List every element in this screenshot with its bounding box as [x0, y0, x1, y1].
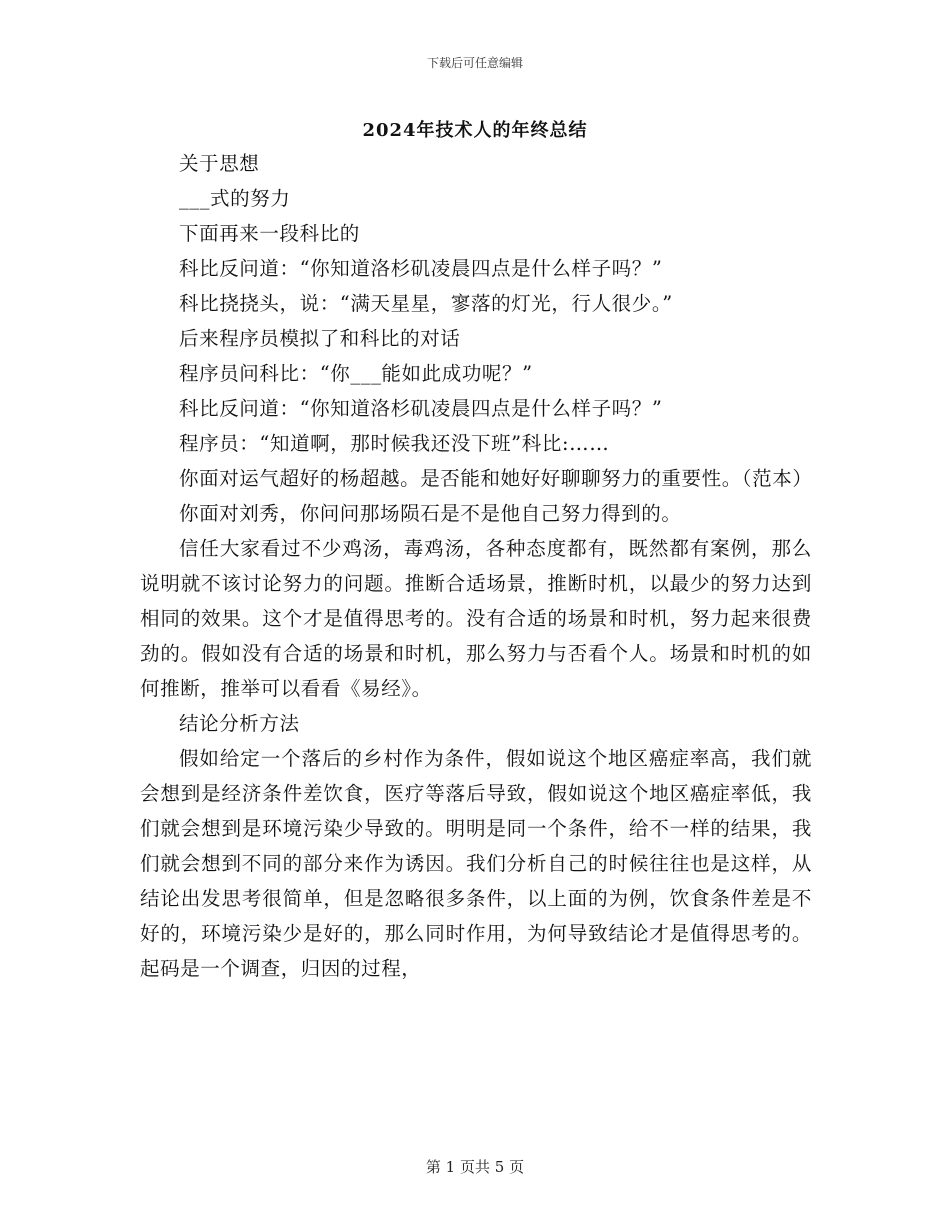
- paragraph: 假如给定一个落后的乡村作为条件，假如说这个地区癌症率高，我们就会想到是经济条件差饮食，医疗等落后导致，假如说这个地区癌症率低，我们就会想到是环境污染少导致的。明明是同一个条件，给不一样的结果，我们就会想到不同的部分来作为诱因。我们分析自己的时候往往也是这样，从结论出发思考很简单，但是忽略很多条件，以上面的为例，饮食条件差是不好的，环境污染少是好的，那么同时作用，为何导致结论才是值得思考的。起码是一个调查，归因的过程，: [140, 747, 812, 980]
- paragraph: 信任大家看过不少鸡汤，毒鸡汤，各种态度都有，既然都有案例，那么说明就不该讨论努力的问题。推断合适场景，推断时机，以最少的努力达到相同的效果。这个才是值得思考的。没有合适的场景和时机，努力起来很费劲的。假如没有合适的场景和时机，那么努力与否看个人。场景和时机的如何推断，推举可以看看《易经》。: [140, 537, 812, 700]
- paragraph: 你面对运气超好的杨超越。是否能和她好好聊聊努力的重要性。（范本）: [179, 467, 813, 490]
- paragraph: 后来程序员模拟了和科比的对话: [179, 327, 461, 350]
- page-header: 下载后可任意编辑: [426, 56, 523, 70]
- paragraph: ___式的努力: [179, 187, 291, 210]
- paragraph: 程序员问科比：“你___能如此成功呢？”: [179, 362, 533, 385]
- page-footer: 第 1 页共 5 页: [425, 1158, 525, 1176]
- paragraph: 你面对刘秀，你问问那场陨石是不是他自己努力得到的。: [179, 502, 682, 525]
- document-title: 2024年技术人的年终总结: [362, 120, 588, 141]
- paragraph: 关于思想: [179, 152, 260, 175]
- paragraph: 科比反问道：“你知道洛杉矶凌晨四点是什么样子吗？”: [179, 397, 663, 420]
- paragraph: 程序员：“知道啊，那时候我还没下班”科比:……: [179, 432, 610, 455]
- paragraph: 结论分析方法: [179, 712, 300, 735]
- paragraph: 下面再来一段科比的: [179, 222, 360, 245]
- paragraph: 科比反问道：“你知道洛杉矶凌晨四点是什么样子吗？”: [179, 257, 663, 280]
- document-body: [140, 146, 812, 986]
- paragraph: 科比挠挠头，说：“满天星星，寥落的灯光，行人很少。”: [179, 292, 673, 315]
